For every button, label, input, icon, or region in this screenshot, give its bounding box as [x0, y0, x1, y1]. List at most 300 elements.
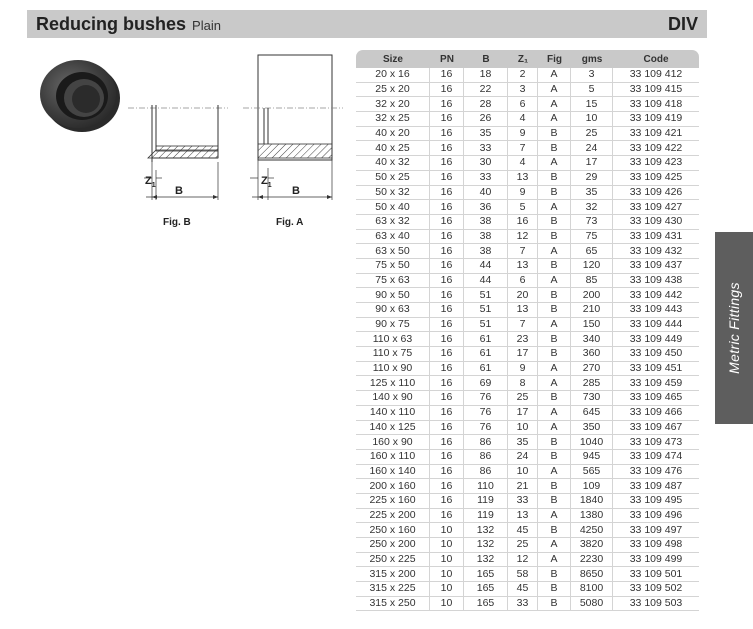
table-cell: 45 [508, 582, 538, 597]
header-fig: Fig [538, 50, 571, 68]
table-row [356, 435, 699, 450]
table-cell: 8650 [571, 567, 613, 582]
table-cell: A [538, 538, 571, 553]
table-cell: 5 [508, 200, 538, 215]
table-cell: B [538, 186, 571, 201]
table-cell: 15 [571, 97, 613, 112]
table-cell: 16 [430, 230, 464, 245]
table-cell: B [538, 450, 571, 465]
table-cell: 33 [464, 141, 508, 156]
table-row [356, 376, 699, 391]
table-cell: 140 x 110 [356, 406, 430, 421]
table-cell: 33 109 449 [613, 332, 699, 347]
table-row [356, 332, 699, 347]
table-cell: 33 [508, 494, 538, 509]
table-cell: B [538, 597, 571, 612]
table-cell: 9 [508, 127, 538, 142]
brand-code: DIV [667, 13, 698, 34]
table-cell: 50 x 25 [356, 171, 430, 186]
table-cell: 33 109 474 [613, 450, 699, 465]
table-cell: 200 [571, 288, 613, 303]
table-cell: 7 [508, 318, 538, 333]
table-cell: 13 [508, 303, 538, 318]
table-cell: 28 [464, 97, 508, 112]
table-cell: 44 [464, 274, 508, 289]
table-row [356, 450, 699, 465]
table-cell: B [538, 332, 571, 347]
table-cell: 33 109 421 [613, 127, 699, 142]
table-row [356, 288, 699, 303]
table-cell: 90 x 50 [356, 288, 430, 303]
table-cell: 250 x 160 [356, 523, 430, 538]
table-cell: 16 [430, 450, 464, 465]
table-row [356, 523, 699, 538]
table-cell: 33 109 418 [613, 97, 699, 112]
technical-drawings [118, 50, 350, 240]
table-cell: 110 [464, 479, 508, 494]
table-row [356, 141, 699, 156]
table-row [356, 406, 699, 421]
table-cell: 160 x 110 [356, 450, 430, 465]
table-cell: 17 [571, 156, 613, 171]
table-cell: 9 [508, 186, 538, 201]
table-cell: 20 x 16 [356, 68, 430, 83]
table-row [356, 465, 699, 480]
table-cell: 10 [571, 112, 613, 127]
table-cell: 33 109 437 [613, 259, 699, 274]
table-cell: 33 109 465 [613, 391, 699, 406]
table-cell: 22 [464, 83, 508, 98]
table-cell: 8100 [571, 582, 613, 597]
fig-a-caption: Fig. A [276, 217, 304, 228]
table-cell: B [538, 582, 571, 597]
reducing-bush-photo [36, 56, 122, 134]
table-cell: 40 x 25 [356, 141, 430, 156]
table-cell: 16 [430, 68, 464, 83]
table-cell: 90 x 63 [356, 303, 430, 318]
table-cell: 285 [571, 376, 613, 391]
table-cell: 32 [571, 200, 613, 215]
table-cell: 33 109 476 [613, 465, 699, 480]
fig-a-b-label: B [292, 185, 300, 197]
table-cell: 5 [571, 83, 613, 98]
table-cell: 33 109 495 [613, 494, 699, 509]
table-cell: 16 [430, 479, 464, 494]
table-cell: B [538, 215, 571, 230]
table-cell: 25 [508, 538, 538, 553]
table-cell: 85 [571, 274, 613, 289]
table-row [356, 567, 699, 582]
table-cell: B [538, 435, 571, 450]
table-cell: B [538, 288, 571, 303]
fig-b-z-label: $Z_1$ [145, 175, 156, 190]
table-cell: 10 [508, 465, 538, 480]
table-cell: 16 [430, 509, 464, 524]
table-cell: A [538, 362, 571, 377]
table-cell: 33 [508, 597, 538, 612]
table-cell: 33 109 467 [613, 421, 699, 436]
table-cell: 16 [430, 347, 464, 362]
fig-a-z-label: $Z_1$ [261, 175, 272, 190]
table-cell: 50 x 32 [356, 186, 430, 201]
table-cell: 16 [430, 332, 464, 347]
table-cell: 65 [571, 244, 613, 259]
table-cell: 23 [508, 332, 538, 347]
table-cell: 33 109 502 [613, 582, 699, 597]
table-cell: 5080 [571, 597, 613, 612]
table-cell: 9 [508, 362, 538, 377]
section-side-tab [715, 232, 753, 424]
table-cell: 35 [508, 435, 538, 450]
page-title: Reducing bushes [36, 13, 187, 34]
table-cell: 33 109 430 [613, 215, 699, 230]
table-cell: 13 [508, 259, 538, 274]
table-cell: A [538, 553, 571, 568]
table-cell: 110 x 63 [356, 332, 430, 347]
table-cell: 90 x 75 [356, 318, 430, 333]
table-cell: 17 [508, 347, 538, 362]
table-cell: 86 [464, 465, 508, 480]
table-cell: 10 [430, 597, 464, 612]
table-cell: 132 [464, 553, 508, 568]
table-row [356, 347, 699, 362]
header-z1: Z₁ [508, 50, 538, 68]
table-cell: 16 [430, 112, 464, 127]
table-cell: A [538, 318, 571, 333]
table-row [356, 200, 699, 215]
table-cell: 225 x 160 [356, 494, 430, 509]
table-cell: 61 [464, 332, 508, 347]
table-cell: 33 109 451 [613, 362, 699, 377]
table-cell: 69 [464, 376, 508, 391]
table-row [356, 479, 699, 494]
table-cell: 38 [464, 244, 508, 259]
table-cell: 945 [571, 450, 613, 465]
table-cell: 75 x 50 [356, 259, 430, 274]
table-cell: 8 [508, 376, 538, 391]
table-cell: 33 [464, 171, 508, 186]
table-cell: 36 [464, 200, 508, 215]
table-cell: 33 109 431 [613, 230, 699, 245]
table-cell: 17 [508, 406, 538, 421]
table-cell: 33 109 459 [613, 376, 699, 391]
table-cell: 58 [508, 567, 538, 582]
table-cell: B [538, 494, 571, 509]
table-cell: 16 [430, 376, 464, 391]
table-cell: 140 x 125 [356, 421, 430, 436]
table-cell: 140 x 90 [356, 391, 430, 406]
table-cell: 16 [430, 244, 464, 259]
table-cell: 110 x 75 [356, 347, 430, 362]
table-cell: A [538, 68, 571, 83]
table-cell: 33 109 498 [613, 538, 699, 553]
table-row [356, 156, 699, 171]
table-cell: 250 x 225 [356, 553, 430, 568]
table-cell: A [538, 509, 571, 524]
table-row [356, 230, 699, 245]
table-cell: 315 x 250 [356, 597, 430, 612]
table-cell: 125 x 110 [356, 376, 430, 391]
table-cell: 225 x 200 [356, 509, 430, 524]
table-row [356, 421, 699, 436]
table-cell: 75 x 63 [356, 274, 430, 289]
table-cell: 3820 [571, 538, 613, 553]
table-cell: 33 109 426 [613, 186, 699, 201]
table-cell: A [538, 83, 571, 98]
table-cell: 33 109 423 [613, 156, 699, 171]
page-header [27, 10, 707, 38]
table-cell: B [538, 259, 571, 274]
table-cell: 32 x 25 [356, 112, 430, 127]
fig-b-caption: Fig. B [163, 217, 191, 228]
table-cell: 16 [430, 186, 464, 201]
table-cell: 120 [571, 259, 613, 274]
table-cell: 21 [508, 479, 538, 494]
table-cell: 16 [430, 83, 464, 98]
table-cell: 10 [430, 553, 464, 568]
table-cell: 16 [430, 435, 464, 450]
table-cell: 160 x 90 [356, 435, 430, 450]
table-row [356, 259, 699, 274]
table-cell: 3 [571, 68, 613, 83]
table-cell: A [538, 200, 571, 215]
table-cell: 16 [430, 215, 464, 230]
table-cell: 40 [464, 186, 508, 201]
table-cell: B [538, 171, 571, 186]
table-cell: 16 [430, 421, 464, 436]
table-cell: 16 [430, 406, 464, 421]
table-cell: 25 [508, 391, 538, 406]
table-cell: 7 [508, 244, 538, 259]
dimensions-table [356, 50, 699, 611]
table-cell: 132 [464, 538, 508, 553]
table-cell: B [538, 141, 571, 156]
table-row [356, 97, 699, 112]
table-cell: B [538, 303, 571, 318]
table-cell: 10 [430, 567, 464, 582]
table-cell: 40 x 20 [356, 127, 430, 142]
table-cell: 61 [464, 362, 508, 377]
table-cell: 2 [508, 68, 538, 83]
table-cell: 109 [571, 479, 613, 494]
table-cell: 51 [464, 288, 508, 303]
table-body [356, 68, 699, 611]
table-row [356, 538, 699, 553]
table-cell: 165 [464, 567, 508, 582]
table-cell: 33 109 438 [613, 274, 699, 289]
table-cell: 4 [508, 112, 538, 127]
table-cell: 44 [464, 259, 508, 274]
table-cell: A [538, 465, 571, 480]
table-row [356, 274, 699, 289]
table-cell: 12 [508, 230, 538, 245]
table-cell: 315 x 225 [356, 582, 430, 597]
table-cell: 16 [430, 318, 464, 333]
table-cell: 76 [464, 391, 508, 406]
table-cell: 200 x 160 [356, 479, 430, 494]
table-cell: 25 [571, 127, 613, 142]
table-cell: 76 [464, 421, 508, 436]
table-cell: B [538, 347, 571, 362]
table-cell: 63 x 50 [356, 244, 430, 259]
table-cell: A [538, 274, 571, 289]
table-cell: 119 [464, 494, 508, 509]
table-cell: 110 x 90 [356, 362, 430, 377]
table-cell: 10 [430, 523, 464, 538]
table-cell: A [538, 421, 571, 436]
table-cell: 1040 [571, 435, 613, 450]
table-cell: 30 [464, 156, 508, 171]
table-cell: 33 109 422 [613, 141, 699, 156]
table-cell: 730 [571, 391, 613, 406]
table-cell: 38 [464, 230, 508, 245]
table-row [356, 318, 699, 333]
table-cell: 16 [430, 97, 464, 112]
table-cell: 315 x 200 [356, 567, 430, 582]
table-cell: 16 [430, 127, 464, 142]
table-cell: 165 [464, 597, 508, 612]
table-cell: 340 [571, 332, 613, 347]
table-cell: 16 [430, 274, 464, 289]
table-cell: 16 [508, 215, 538, 230]
table-cell: 33 109 499 [613, 553, 699, 568]
header-b: B [464, 50, 508, 68]
table-cell: 33 109 501 [613, 567, 699, 582]
table-cell: B [538, 567, 571, 582]
table-cell: 33 109 496 [613, 509, 699, 524]
table-cell: A [538, 112, 571, 127]
table-row [356, 582, 699, 597]
table-cell: 24 [508, 450, 538, 465]
table-cell: 63 x 40 [356, 230, 430, 245]
table-cell: 10 [508, 421, 538, 436]
page-subtitle: Plain [192, 18, 221, 33]
table-cell: 20 [508, 288, 538, 303]
table-cell: A [538, 406, 571, 421]
table-row [356, 553, 699, 568]
table-cell: 3 [508, 83, 538, 98]
table-cell: 33 109 427 [613, 200, 699, 215]
table-cell: 33 109 466 [613, 406, 699, 421]
table-cell: 51 [464, 318, 508, 333]
table-header-row [356, 50, 699, 68]
table-cell: 165 [464, 582, 508, 597]
table-cell: 16 [430, 200, 464, 215]
table-cell: 150 [571, 318, 613, 333]
table-cell: 12 [508, 553, 538, 568]
table-cell: 645 [571, 406, 613, 421]
table-cell: 29 [571, 171, 613, 186]
table-row [356, 303, 699, 318]
table-cell: 6 [508, 274, 538, 289]
table-cell: 16 [430, 156, 464, 171]
header-gms: gms [571, 50, 613, 68]
table-cell: 10 [430, 538, 464, 553]
table-cell: 250 x 200 [356, 538, 430, 553]
table-row [356, 597, 699, 612]
table-cell: 210 [571, 303, 613, 318]
table-row [356, 186, 699, 201]
table-cell: 4250 [571, 523, 613, 538]
table-cell: 38 [464, 215, 508, 230]
section-side-tab-label: Metric Fittings [726, 282, 742, 374]
table-cell: 75 [571, 230, 613, 245]
table-cell: 76 [464, 406, 508, 421]
table-cell: B [538, 391, 571, 406]
table-row [356, 362, 699, 377]
table-cell: 6 [508, 97, 538, 112]
table-cell: 33 109 412 [613, 68, 699, 83]
table-cell: 50 x 40 [356, 200, 430, 215]
table-cell: 1840 [571, 494, 613, 509]
table-row [356, 112, 699, 127]
table-cell: 33 109 415 [613, 83, 699, 98]
table-row [356, 83, 699, 98]
table-cell: 2230 [571, 553, 613, 568]
table-row [356, 171, 699, 186]
table-cell: A [538, 244, 571, 259]
table-cell: 16 [430, 171, 464, 186]
table-cell: 33 109 442 [613, 288, 699, 303]
table-cell: 16 [430, 391, 464, 406]
table-cell: 132 [464, 523, 508, 538]
header-size: Size [356, 50, 430, 68]
table-cell: 61 [464, 347, 508, 362]
table-cell: 33 109 487 [613, 479, 699, 494]
table-cell: 1380 [571, 509, 613, 524]
table-cell: B [538, 523, 571, 538]
table-row [356, 494, 699, 509]
table-cell: 16 [430, 141, 464, 156]
table-cell: 16 [430, 494, 464, 509]
table-cell: 16 [430, 465, 464, 480]
table-cell: 32 x 20 [356, 97, 430, 112]
table-cell: 360 [571, 347, 613, 362]
table-cell: B [538, 230, 571, 245]
table-cell: 16 [430, 303, 464, 318]
table-cell: B [538, 127, 571, 142]
table-cell: 16 [430, 259, 464, 274]
header-code: Code [613, 50, 699, 68]
table-cell: 33 109 444 [613, 318, 699, 333]
table-cell: 73 [571, 215, 613, 230]
table-cell: 33 109 497 [613, 523, 699, 538]
table-cell: 86 [464, 435, 508, 450]
table-cell: 160 x 140 [356, 465, 430, 480]
table-cell: 51 [464, 303, 508, 318]
table-cell: 565 [571, 465, 613, 480]
table-cell: 33 109 425 [613, 171, 699, 186]
table-cell: 33 109 419 [613, 112, 699, 127]
header-pn: PN [430, 50, 464, 68]
table-row [356, 509, 699, 524]
table-cell: 33 109 443 [613, 303, 699, 318]
fig-a-drawing [243, 55, 343, 200]
table-cell: A [538, 97, 571, 112]
table-cell: 24 [571, 141, 613, 156]
table-cell: 18 [464, 68, 508, 83]
table-row [356, 68, 699, 83]
table-cell: 35 [571, 186, 613, 201]
table-cell: 13 [508, 171, 538, 186]
table-cell: 35 [464, 127, 508, 142]
table-cell: 33 109 503 [613, 597, 699, 612]
table-row [356, 215, 699, 230]
table-cell: A [538, 376, 571, 391]
table-cell: 33 109 450 [613, 347, 699, 362]
table-cell: 350 [571, 421, 613, 436]
table-cell: 33 109 473 [613, 435, 699, 450]
